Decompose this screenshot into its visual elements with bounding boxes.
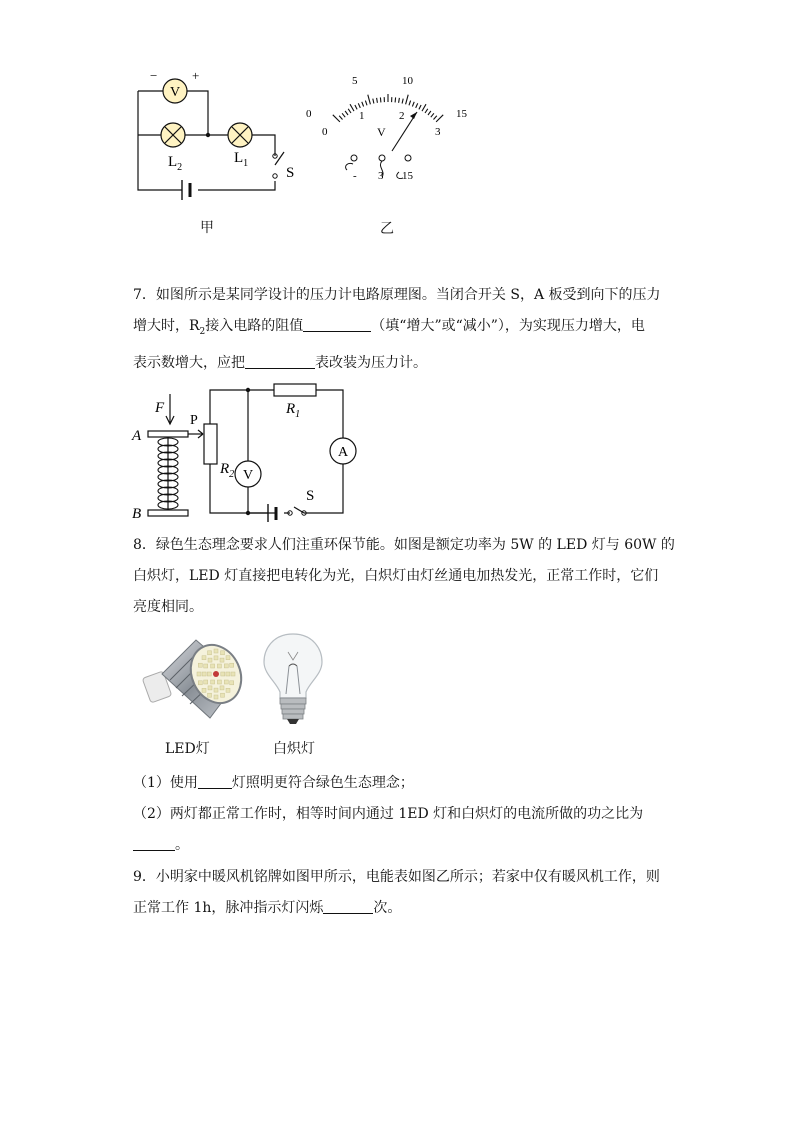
svg-text:A: A bbox=[337, 445, 349, 460]
led-chip bbox=[214, 656, 218, 660]
scale-top-15: 15 bbox=[456, 108, 467, 120]
dial-tick bbox=[428, 111, 431, 115]
dial-tick bbox=[348, 109, 351, 113]
q9-line-2: 正常工作 1h，脉冲指示灯闪烁 次。 bbox=[133, 893, 673, 924]
scale-top-0: 0 bbox=[306, 108, 312, 120]
scale-top-5: 5 bbox=[352, 75, 358, 87]
led-chip bbox=[197, 672, 201, 676]
lamp-l1-symbol bbox=[228, 123, 252, 147]
q8-sub-2: （2）两灯都正常工作时，相等时间内通过 1ED 灯和白炽灯的电流所做的功之比为 bbox=[133, 806, 644, 822]
r1-label: $R_1$ bbox=[286, 401, 301, 420]
led-chip bbox=[217, 664, 221, 668]
led-chip bbox=[226, 656, 230, 660]
terminal-minus-label: - bbox=[353, 170, 357, 182]
led-chip bbox=[226, 688, 230, 692]
question-8-subparts bbox=[133, 768, 673, 861]
dial-tick bbox=[416, 103, 418, 108]
led-chip bbox=[208, 686, 212, 690]
led-chip bbox=[207, 672, 211, 676]
dial-tick bbox=[365, 101, 367, 106]
question-9 bbox=[133, 862, 673, 924]
led-chip bbox=[231, 672, 235, 676]
q8-sub-2-end: 。 bbox=[133, 830, 673, 861]
led-chip bbox=[202, 672, 206, 676]
r2-label: $R_2$ bbox=[220, 461, 235, 480]
svg-text:V: V bbox=[169, 85, 181, 100]
lamp-l2-symbol bbox=[161, 123, 185, 147]
scale-top-10: 10 bbox=[402, 75, 413, 87]
slider-p-label: P bbox=[190, 413, 198, 428]
dial-tick bbox=[431, 113, 434, 117]
led-chip bbox=[224, 680, 228, 684]
led-chip bbox=[221, 651, 225, 655]
dial-tick bbox=[339, 116, 342, 120]
dial-tick bbox=[419, 105, 421, 109]
switch-label: S bbox=[286, 165, 295, 181]
led-chip bbox=[217, 680, 221, 684]
led-caption: LED灯 bbox=[165, 741, 210, 757]
ammeter-symbol bbox=[330, 438, 356, 464]
circuit-jia-diagram bbox=[130, 68, 310, 200]
led-chip bbox=[208, 658, 212, 662]
figure-yi-caption: 乙 bbox=[380, 221, 394, 237]
dial-tick bbox=[436, 115, 443, 122]
dial-tick bbox=[409, 101, 411, 106]
dial-tick bbox=[355, 105, 357, 109]
switch-label: S bbox=[306, 488, 315, 504]
q8-line-1: 8．绿色生态理念要求人们注重环保节能。如图是额定功率为 5W 的 LED 灯与 60W 的 bbox=[133, 537, 675, 553]
voltmeter-dial-yi bbox=[298, 72, 478, 184]
q8-line-2: 白炽灯，LED 灯直接把电转化为光，白炽灯由灯丝通电加热发光，正常工作时，它们 bbox=[133, 568, 659, 584]
lamp-l1-label: $L_1$ bbox=[234, 150, 249, 169]
dial-tick bbox=[345, 111, 348, 115]
dial-tick bbox=[425, 109, 428, 113]
scale-bottom-3: 3 bbox=[435, 126, 441, 138]
led-chip bbox=[198, 663, 202, 667]
voltmeter-symbol bbox=[235, 461, 261, 487]
led-lamp-image bbox=[140, 634, 245, 722]
positive-terminal-label: + bbox=[192, 68, 200, 83]
led-chip bbox=[224, 664, 228, 668]
led-chip bbox=[214, 688, 218, 692]
dial-tick bbox=[377, 98, 378, 103]
dial-tick bbox=[333, 115, 340, 122]
terminal-3-label: 3 bbox=[378, 170, 384, 182]
q8-sub-1: （1）使用 灯照明更符合绿色生态理念； bbox=[133, 768, 673, 799]
q7-line-2: 增大时，$R_2$接入电路的阻值 （填“增大”或“减小”），为实现压力增大，电 bbox=[133, 311, 673, 348]
led-chip bbox=[211, 664, 215, 668]
dial-tick bbox=[350, 104, 354, 111]
q7-line-3: 表示数增大，应把 表改装为压力计。 bbox=[133, 348, 673, 379]
incandescent-bulb-image bbox=[262, 632, 324, 726]
q9-answer-blank[interactable] bbox=[323, 897, 373, 914]
q8-answer-blank-1[interactable] bbox=[198, 772, 232, 789]
dial-tick bbox=[434, 116, 437, 120]
led-chip bbox=[204, 664, 208, 668]
led-chip bbox=[214, 695, 218, 699]
voltmeter-symbol bbox=[163, 79, 187, 103]
question-8 bbox=[133, 530, 673, 623]
bulb-caption: 白炽灯 bbox=[273, 741, 315, 757]
question-7 bbox=[133, 280, 673, 379]
dial-tick bbox=[373, 99, 374, 104]
scale-bottom-0: 0 bbox=[322, 126, 328, 138]
q8-line-3: 亮度相同。 bbox=[133, 599, 203, 615]
q7-answer-blank-1[interactable] bbox=[303, 315, 371, 332]
dial-unit-label: V bbox=[377, 125, 386, 139]
led-chip bbox=[220, 686, 224, 690]
led-chip bbox=[230, 663, 234, 667]
scale-bottom-2: 2 bbox=[399, 110, 405, 122]
led-chip bbox=[202, 656, 206, 660]
dial-tick bbox=[380, 97, 381, 102]
q7-answer-blank-2[interactable] bbox=[245, 352, 315, 369]
q7-line-1: 7．如图所示是某同学设计的压力计电路原理图。当闭合开关 S，A 板受到向下的压力 bbox=[133, 287, 661, 303]
led-chip bbox=[220, 658, 224, 662]
led-chip bbox=[204, 680, 208, 684]
dial-tick bbox=[402, 99, 403, 104]
led-chip bbox=[230, 681, 234, 685]
negative-terminal-label: − bbox=[150, 68, 158, 83]
led-chip bbox=[198, 681, 202, 685]
led-chip bbox=[211, 680, 215, 684]
dial-tick bbox=[395, 97, 396, 102]
plate-a-label: A bbox=[132, 428, 142, 444]
dial-tick bbox=[406, 95, 409, 105]
led-chip bbox=[208, 651, 212, 655]
led-chip bbox=[221, 672, 225, 676]
dial-tick bbox=[362, 102, 364, 107]
plate-b-label: B bbox=[132, 506, 142, 522]
terminal-15-label: 15 bbox=[402, 170, 413, 182]
dial-tick bbox=[358, 103, 360, 108]
pressure-gauge-circuit bbox=[128, 380, 358, 528]
dial-tick bbox=[399, 98, 400, 103]
force-label: F bbox=[155, 400, 165, 416]
lamp-l2-label: $L_2$ bbox=[168, 154, 183, 173]
dial-tick bbox=[422, 104, 426, 111]
q8-answer-blank-2[interactable] bbox=[133, 834, 175, 851]
svg-text:V: V bbox=[242, 468, 254, 483]
led-chip bbox=[221, 693, 225, 697]
led-chip bbox=[208, 693, 212, 697]
dial-tick bbox=[412, 102, 414, 107]
led-chip bbox=[226, 672, 230, 676]
led-chip bbox=[202, 688, 206, 692]
figure-jia-caption: 甲 bbox=[200, 220, 214, 236]
dial-tick bbox=[342, 113, 345, 117]
led-chip bbox=[214, 649, 218, 653]
q9-line-1: 9．小明家中暖风机铭牌如图甲所示，电能表如图乙所示；若家中仅有暖风机工作，则 bbox=[133, 869, 660, 885]
dial-tick bbox=[368, 95, 371, 105]
scale-bottom-1: 1 bbox=[359, 110, 365, 122]
